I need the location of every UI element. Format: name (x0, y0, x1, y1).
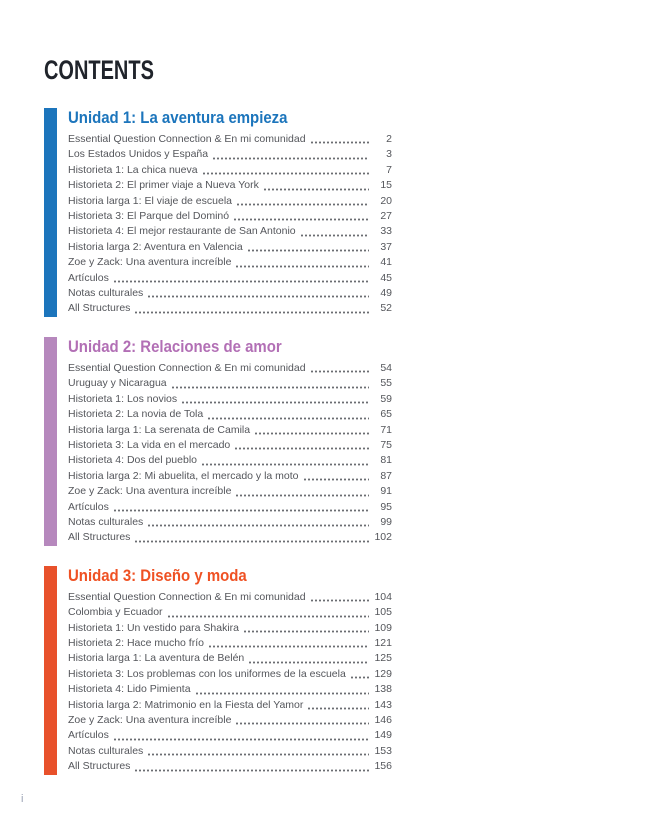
toc-entry-label: Uruguay y Nicaragua (68, 377, 167, 390)
toc-entry-label: Notas culturales (68, 287, 144, 300)
toc-entry-page: 2 (386, 133, 392, 145)
dotted-leader-icon (235, 722, 369, 725)
toc-entry-page: 65 (380, 408, 392, 421)
toc-entry-label: Artículos (68, 500, 109, 513)
toc-entry[interactable] (68, 636, 392, 651)
dotted-leader-icon (195, 692, 369, 695)
dotted-leader-icon (201, 463, 369, 466)
toc-entry-page: 104 (374, 590, 392, 603)
toc-entry-page: 109 (374, 621, 392, 634)
dotted-leader-icon (208, 645, 369, 648)
toc-unit (44, 108, 392, 317)
toc-entry-page: 54 (380, 361, 392, 374)
dotted-leader-icon (171, 386, 369, 389)
dotted-leader-icon (248, 661, 369, 664)
toc-entry-page: 153 (374, 744, 392, 757)
unit-title: Unidad 1: La aventura empieza (68, 108, 288, 127)
toc-entry[interactable] (68, 438, 392, 453)
toc-entry-label: Colombia y Ecuador (68, 606, 163, 619)
dotted-leader-icon (254, 432, 369, 435)
dotted-leader-icon (235, 265, 369, 268)
toc-entry[interactable] (68, 271, 392, 286)
toc-entry-page: 91 (380, 485, 392, 498)
toc-entry[interactable] (68, 682, 392, 697)
toc-entry[interactable] (68, 515, 392, 530)
toc-entry[interactable] (68, 194, 392, 209)
toc-entry-label: Historia larga 2: Aventura en Valencia (68, 240, 243, 253)
toc-entry-label: Historia larga 2: Matrimonio en la Fiesta del Yamor (68, 698, 304, 711)
toc-entry[interactable] (68, 667, 392, 682)
dotted-leader-icon (207, 417, 369, 420)
toc-entry-page: 15 (380, 179, 392, 192)
toc-entry-label: Notas culturales (68, 744, 144, 757)
toc-entry-page: 102 (374, 531, 392, 544)
toc-entry[interactable] (68, 469, 392, 484)
toc-units (44, 108, 657, 775)
toc-entry-label: Historieta 1: La chica nueva (68, 163, 198, 176)
unit-title: Unidad 3: Diseño y moda (68, 565, 247, 585)
toc-entry[interactable] (68, 376, 392, 391)
toc-entry-label: All Structures (68, 531, 131, 544)
toc-entry[interactable] (68, 423, 392, 438)
toc-entry[interactable] (68, 728, 392, 743)
unit-entries (68, 132, 392, 317)
toc-entry[interactable] (68, 759, 392, 774)
unit-accent-bar (44, 566, 57, 775)
dotted-leader-icon (167, 615, 369, 618)
toc-entry[interactable] (68, 361, 392, 376)
toc-entry-page: 3 (386, 148, 392, 161)
toc-entry[interactable] (68, 301, 392, 316)
toc-entry-page: 138 (374, 683, 392, 696)
toc-entry[interactable] (68, 286, 392, 301)
toc-entry-page: 41 (380, 256, 392, 269)
dotted-leader-icon (247, 249, 369, 252)
toc-entry[interactable] (68, 744, 392, 759)
toc-entry-label: Historieta 1: Un vestido para Shakira (68, 621, 239, 634)
toc-unit (44, 337, 392, 546)
toc-entry-page: 143 (374, 698, 392, 711)
toc-entry-label: Artículos (68, 729, 109, 742)
toc-entry-label: Historieta 1: Los novios (68, 392, 178, 405)
folio-page-number: i (21, 793, 24, 805)
dotted-leader-icon (243, 630, 369, 633)
toc-entry-label: Historieta 3: La vida en el mercado (68, 438, 231, 451)
toc-entry-page: 121 (374, 636, 392, 649)
dotted-leader-icon (235, 494, 369, 497)
dotted-leader-icon (181, 401, 369, 404)
toc-entry-label: Essential Question Connection & En mi comunidad (68, 361, 306, 374)
toc-entry-label: Zoe y Zack: Una aventura increíble (68, 256, 232, 269)
toc-entry-page: 27 (380, 210, 392, 223)
toc-entry-label: Historia larga 2: Mi abuelita, el mercado y la moto (68, 469, 299, 482)
dotted-leader-icon (310, 599, 369, 602)
toc-entry-label: Historia larga 1: La serenata de Camila (68, 423, 251, 436)
toc-entry-label: Historia larga 1: La aventura de Belén (68, 652, 245, 665)
toc-entry-page: 71 (380, 423, 392, 436)
dotted-leader-icon (147, 295, 369, 298)
toc-entry-page: 20 (380, 194, 392, 207)
toc-entry-label: Essential Question Connection & En mi comunidad (68, 133, 306, 145)
dotted-leader-icon (113, 280, 369, 283)
dotted-leader-icon (147, 524, 369, 527)
unit-entries (68, 361, 392, 546)
toc-entry[interactable] (68, 147, 392, 162)
dotted-leader-icon (236, 203, 369, 206)
dotted-leader-icon (113, 509, 369, 512)
toc-entry-page: 99 (380, 515, 392, 528)
toc-entry[interactable] (68, 605, 392, 620)
unit-body (68, 337, 392, 546)
toc-entry[interactable] (68, 621, 392, 636)
toc-entry-page: 87 (380, 469, 392, 482)
toc-entry[interactable] (68, 407, 392, 422)
dotted-leader-icon (310, 370, 369, 373)
toc-entry-label: Zoe y Zack: Una aventura increíble (68, 714, 232, 726)
toc-entry-page: 125 (374, 652, 392, 665)
toc-entry-page: 45 (380, 271, 392, 284)
toc-entry[interactable] (68, 453, 392, 468)
toc-entry[interactable] (68, 713, 392, 728)
toc-entry[interactable] (68, 178, 392, 193)
toc-entry-label: Notas culturales (68, 515, 144, 528)
toc-entry[interactable] (68, 224, 392, 239)
toc-entry-label: Historieta 2: La novia de Tola (68, 408, 204, 421)
unit-accent-bar (44, 108, 57, 317)
toc-entry-label: Historieta 4: Dos del pueblo (68, 454, 197, 467)
toc-entry[interactable] (68, 240, 392, 255)
toc-entry-page: 75 (380, 438, 392, 451)
toc-entry-page: 156 (374, 760, 392, 773)
dotted-leader-icon (134, 769, 369, 772)
toc-unit (44, 566, 392, 775)
toc-entry[interactable] (68, 132, 392, 147)
toc-entry-page: 7 (386, 163, 392, 176)
toc-entry[interactable] (68, 651, 392, 666)
toc-entry-page: 33 (380, 225, 392, 238)
toc-entry-label: Essential Question Connection & En mi comunidad (68, 590, 306, 603)
toc-entry[interactable] (68, 255, 392, 270)
toc-entry[interactable] (68, 209, 392, 224)
toc-entry-page: 146 (374, 714, 392, 726)
dotted-leader-icon (350, 676, 369, 679)
toc-entry-page: 37 (380, 240, 392, 253)
toc-entry-label: Historieta 2: El primer viaje a Nueva York (68, 179, 259, 192)
dotted-leader-icon (134, 540, 369, 543)
toc-entry-label: Los Estados Unidos y España (68, 148, 209, 161)
toc-entry[interactable] (68, 163, 392, 178)
toc-entry-page: 129 (374, 667, 392, 680)
page-title: CONTENTS (44, 55, 154, 85)
dotted-leader-icon (234, 447, 369, 450)
dotted-leader-icon (303, 478, 369, 481)
unit-accent-bar (44, 337, 57, 546)
toc-entry-page: 81 (380, 454, 392, 467)
toc-entry-label: Zoe y Zack: Una aventura increíble (68, 485, 232, 498)
toc-entry-label: Historieta 3: Los problemas con los uniformes de la escuela (68, 667, 346, 680)
toc-entry-page: 95 (380, 500, 392, 513)
dotted-leader-icon (263, 188, 369, 191)
toc-entry-label: Historieta 3: El Parque del Dominó (68, 210, 230, 223)
toc-entry-label: Artículos (68, 271, 109, 284)
toc-entry[interactable] (68, 392, 392, 407)
unit-body (68, 108, 392, 317)
dotted-leader-icon (147, 753, 369, 756)
toc-entry-label: All Structures (68, 760, 131, 773)
toc-entry-page: 52 (380, 302, 392, 315)
toc-entry-page: 49 (380, 287, 392, 300)
toc-entry-label: Historieta 2: Hace mucho frío (68, 636, 204, 649)
dotted-leader-icon (134, 311, 369, 314)
toc-entry-page: 105 (374, 606, 392, 619)
toc-entry-label: Historia larga 1: El viaje de escuela (68, 194, 233, 207)
toc-entry-label: Historieta 4: Lido Pimienta (68, 683, 191, 696)
unit-title: Unidad 2: Relaciones de amor (68, 336, 282, 356)
unit-body (68, 566, 392, 775)
toc-entry-page: 55 (380, 377, 392, 390)
dotted-leader-icon (212, 157, 369, 160)
toc-entry[interactable] (68, 698, 392, 713)
dotted-leader-icon (202, 172, 369, 175)
toc-entry[interactable] (68, 530, 392, 545)
dotted-leader-icon (300, 234, 369, 237)
toc-entry-label: All Structures (68, 302, 131, 315)
dotted-leader-icon (233, 218, 369, 221)
dotted-leader-icon (113, 738, 369, 741)
unit-entries (68, 590, 392, 775)
toc-entry-page: 59 (380, 392, 392, 405)
toc-entry-label: Historieta 4: El mejor restaurante de San Antonio (68, 225, 296, 238)
dotted-leader-icon (310, 141, 369, 144)
dotted-leader-icon (307, 707, 369, 710)
toc-entry[interactable] (68, 484, 392, 499)
toc-entry[interactable] (68, 500, 392, 515)
toc-entry[interactable] (68, 590, 392, 605)
toc-entry-page: 149 (374, 729, 392, 742)
